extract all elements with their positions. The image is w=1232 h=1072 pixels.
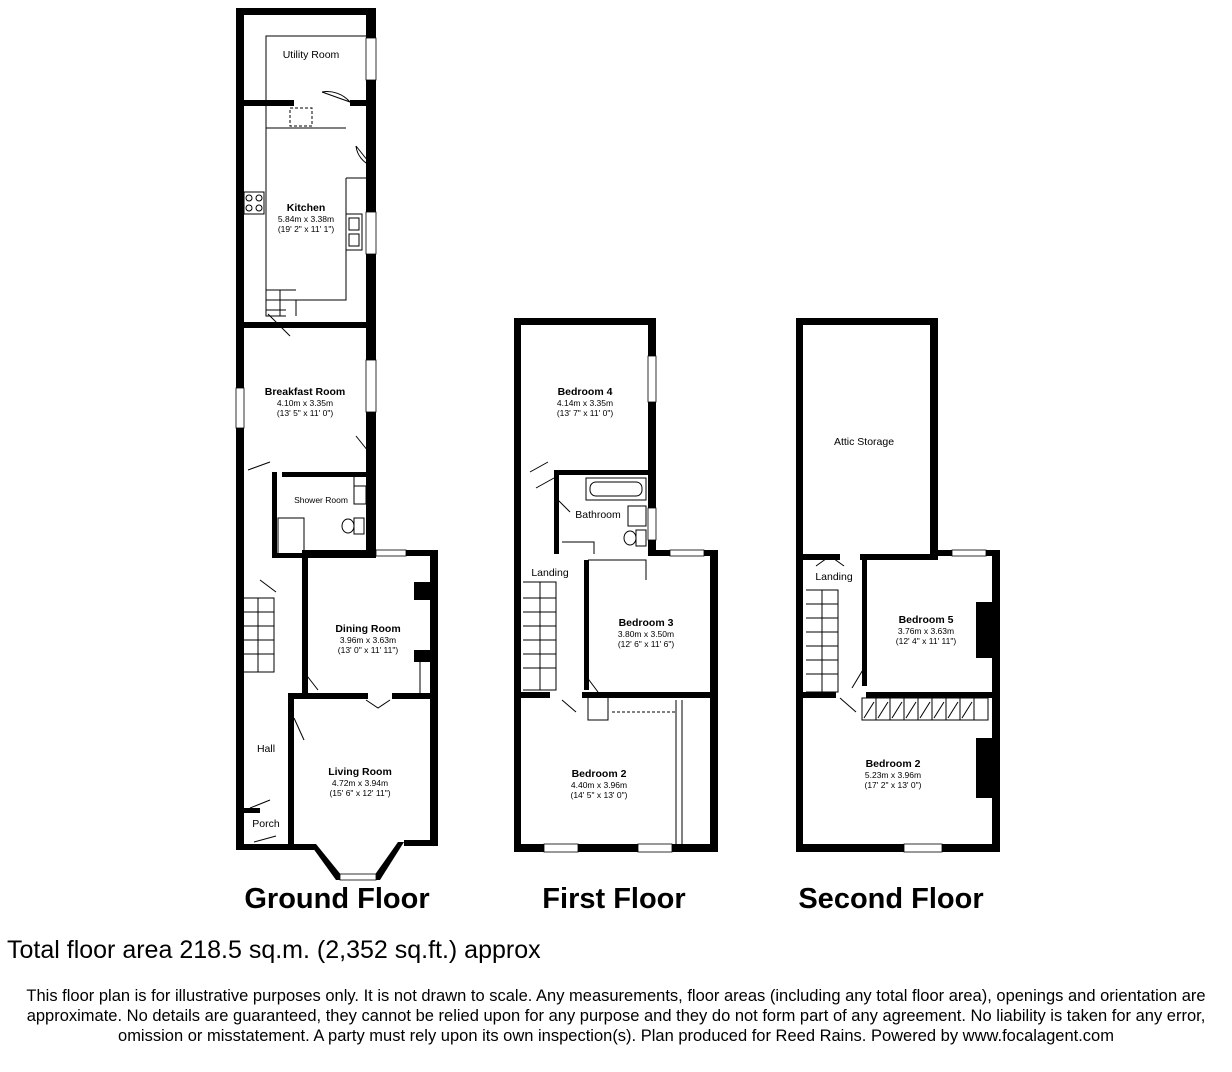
room-dim-imperial-bedroom-2: (14' 5" x 13' 0") [570, 790, 628, 800]
window [952, 550, 986, 556]
door-swing [840, 698, 856, 712]
stairs-icon [523, 582, 556, 690]
window [638, 844, 672, 852]
room-dim-imperial-bedroom-2: (17' 2" x 13' 0") [864, 780, 922, 790]
room-name-shower-room: Shower Room [294, 495, 348, 505]
wall [514, 318, 521, 852]
room-dim-metric-dining-room: 3.96m x 3.63m [339, 635, 397, 645]
window [366, 38, 376, 80]
wall [288, 693, 368, 699]
door-swing [254, 836, 276, 842]
room-dim-imperial-bedroom-4: (13' 7" x 11' 0") [556, 408, 614, 418]
room-name-bedroom-5: Bedroom 5 [898, 614, 954, 626]
window [376, 550, 406, 556]
wall [414, 582, 430, 600]
worktop [266, 36, 366, 100]
room-dim-imperial-bedroom-3: (12' 6" x 11' 6") [617, 639, 675, 649]
wardrobe-row [862, 698, 988, 720]
room-dim-imperial-kitchen: (19' 2" x 11' 1") [277, 224, 335, 234]
wall [514, 692, 550, 698]
wall [236, 8, 244, 850]
door-swing [260, 580, 276, 592]
hob-icon [244, 192, 264, 214]
worktop [266, 106, 286, 316]
wall [796, 554, 840, 560]
wall [288, 693, 294, 846]
total-floor-area: Total floor area 218.5 sq.m. (2,352 sq.ft.) approx [7, 936, 541, 964]
room-name-bathroom: Bathroom [575, 509, 621, 521]
sink-icon [346, 214, 362, 250]
fitting [588, 698, 608, 720]
window [670, 550, 704, 556]
room-dim-metric-bedroom-4: 4.14m x 3.35m [556, 398, 614, 408]
stairs-icon [806, 590, 838, 692]
disclaimer-text: This floor plan is for illustrative purposes only. It is not drawn to scale. Any measurements, floor areas (including any total floor area), openings and orientation are approximate. No details are guaranteed, they cannot be relied upon for any purpose and they do not form part of any agreement. No liability is taken for any error, omission or misstatement. A party must rely upon its own inspection(s). Plan produced for Reed Rains. Powered by www.focalagent.com [26, 987, 1206, 1045]
room-dim-imperial-breakfast-room: (13' 5" x 11' 0") [276, 408, 334, 418]
room-dim-imperial-living-room: (15' 6" x 12' 11") [329, 788, 391, 798]
wall [584, 560, 589, 690]
door-swing [366, 700, 390, 708]
wall [272, 472, 277, 558]
toilet-icon [342, 518, 364, 534]
wall [554, 470, 656, 475]
room-dim-imperial-bedroom-5: (12' 4" x 11' 11") [895, 636, 957, 646]
room-name-bedroom-2: Bedroom 2 [571, 768, 627, 780]
room-name-living-room: Living Room [328, 766, 392, 778]
room-dim-metric-bedroom-2: 5.23m x 3.96m [864, 770, 922, 780]
wall [236, 808, 260, 813]
room-name-kitchen: Kitchen [286, 202, 326, 214]
wall [796, 318, 803, 852]
door-swing [294, 718, 304, 740]
wall [710, 550, 718, 852]
wall [302, 550, 438, 556]
wall [350, 100, 372, 106]
stairs-icon [244, 598, 274, 672]
wall [282, 472, 376, 477]
worktop [296, 178, 366, 316]
window [366, 212, 376, 254]
window [648, 508, 656, 540]
room-dim-imperial-dining-room: (13' 0" x 11' 11") [337, 645, 399, 655]
window [366, 360, 376, 412]
shower-tray-icon [278, 518, 304, 554]
room-dim-metric-bedroom-3: 3.80m x 3.50m [617, 629, 675, 639]
room-name-attic-storage: Attic Storage [833, 436, 895, 448]
wall [236, 8, 376, 15]
extractor-hood [290, 108, 312, 126]
bay-window [340, 874, 376, 880]
floor-title-second: Second Floor [798, 883, 984, 915]
stairs-icon [266, 290, 296, 316]
wall [554, 470, 559, 554]
room-dim-metric-bedroom-5: 3.76m x 3.63m [897, 626, 955, 636]
wall [414, 650, 430, 662]
wall [514, 318, 656, 325]
bath-icon [590, 482, 642, 496]
wall [976, 602, 992, 658]
room-name-breakfast-room: Breakfast Room [264, 386, 346, 398]
door-swing [248, 462, 270, 470]
window [648, 356, 656, 402]
room-name-bedroom-4: Bedroom 4 [557, 386, 613, 398]
room-name-porch: Porch [252, 818, 280, 830]
room-dim-metric-breakfast-room: 4.10m x 3.35m [276, 398, 334, 408]
room-name-landing: Landing [815, 571, 853, 583]
door-swing [562, 700, 576, 712]
room-name-bedroom-3: Bedroom 3 [618, 617, 674, 629]
basin-icon [354, 486, 366, 504]
room-name-utility-room: Utility Room [282, 49, 340, 61]
wall [236, 844, 314, 850]
wall [404, 840, 438, 846]
room-dim-metric-kitchen: 5.84m x 3.38m [277, 214, 335, 224]
wall [796, 318, 938, 325]
window [904, 844, 942, 852]
window [236, 388, 244, 428]
door-swing [250, 800, 270, 808]
room-name-dining-room: Dining Room [335, 623, 401, 635]
toilet-icon [624, 530, 646, 546]
wall [582, 692, 718, 698]
wall [860, 554, 938, 560]
sliding-wardrobe [676, 700, 682, 844]
wall [976, 738, 992, 798]
wall [866, 692, 1000, 698]
fitting [562, 542, 594, 554]
room-dim-metric-living-room: 4.72m x 3.94m [331, 778, 389, 788]
wall [796, 844, 1000, 852]
floor-title-ground: Ground Floor [244, 883, 430, 915]
room-name-landing: Landing [531, 567, 569, 579]
wall [302, 553, 308, 693]
window [544, 844, 578, 852]
wall [392, 693, 438, 699]
wall [236, 100, 294, 106]
bath-icon [586, 478, 646, 500]
wall [862, 556, 867, 686]
room-dim-metric-bedroom-2: 4.40m x 3.96m [570, 780, 628, 790]
wall [236, 322, 376, 328]
basin-icon [628, 506, 646, 526]
wall [992, 550, 1000, 852]
room-name-bedroom-2: Bedroom 2 [865, 758, 921, 770]
floor-title-first: First Floor [542, 883, 686, 915]
fitting [588, 560, 646, 580]
room-name-hall: Hall [256, 743, 276, 755]
door-swing [322, 92, 350, 102]
wall [930, 318, 938, 556]
wall [796, 692, 836, 698]
door-swing [530, 462, 554, 488]
